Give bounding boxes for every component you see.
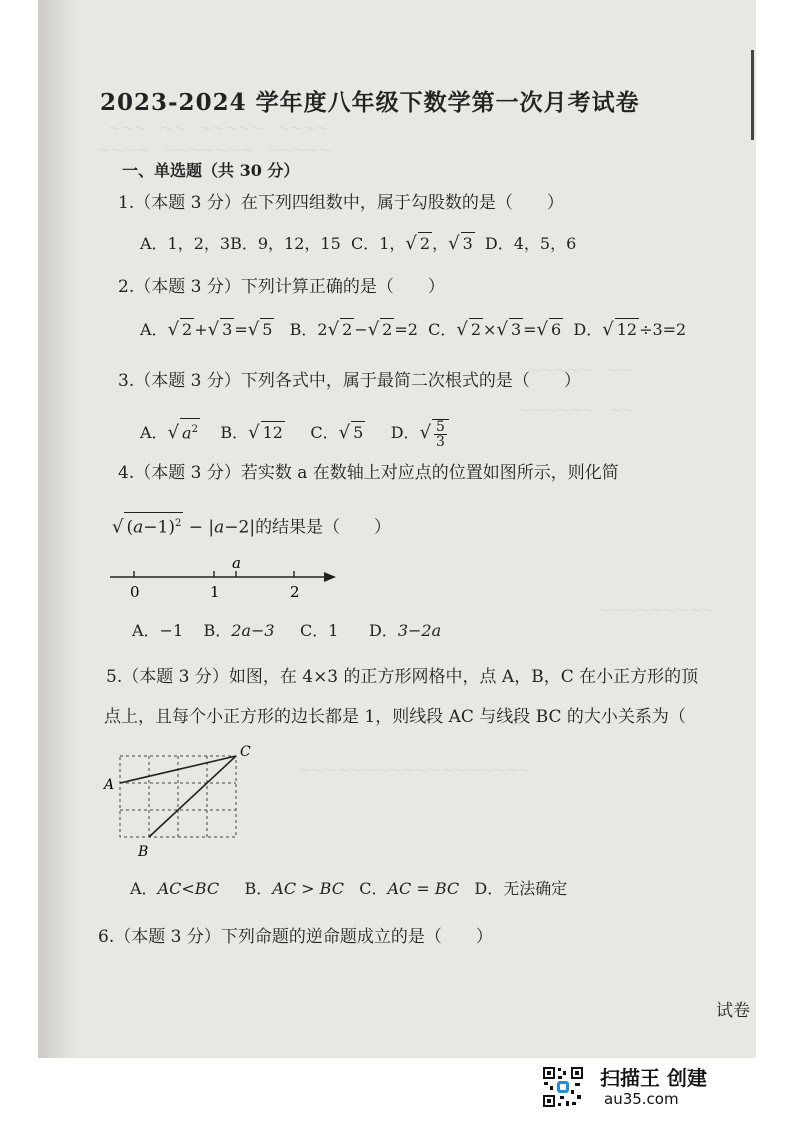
page-corner-label: 试卷 (716, 1001, 750, 1021)
tick-label-0: 0 (130, 583, 140, 601)
point-a-label: a (232, 555, 241, 572)
q1-option-a: A．1，2，3 (140, 234, 231, 253)
q3-options (140, 418, 449, 449)
q4-option-b: B．2a−3 (203, 621, 275, 640)
q1-option-b: B．9，12，15 (230, 234, 341, 253)
grid-lines (120, 756, 236, 837)
q4-number-line (104, 555, 344, 605)
tick-label-1: 1 (210, 583, 220, 601)
footer-brand: 扫描王 创建 (600, 1066, 707, 1090)
page-title: 2023-2024 学年度八年级下数学第一次月考试卷 (100, 89, 640, 116)
q2-option-d: D．√ 12 ÷3=2 (573, 319, 687, 340)
q2-option-b: B．2√ 2 −√ 2 =2 (289, 319, 418, 340)
point-a-label: A (104, 777, 115, 793)
q1-options (140, 232, 576, 255)
q5-stem-line2: 点上，且每个小正方形的边长都是 1，则线段 AC 与线段 BC 的大小关系为（ (104, 707, 686, 727)
q6-stem: 6.（本题 3 分）下列命题的逆命题成立的是（ ） (98, 927, 493, 947)
segment-ac (120, 756, 236, 783)
q3-option-c: C．√ 5 (310, 422, 364, 444)
section-header: 一、单选题（共 30 分） (122, 161, 300, 180)
tick-label-2: 2 (290, 583, 300, 601)
q4-stem: 4.（本题 3 分）若实数 a 在数轴上对应点的位置如图所示，则化简 (118, 463, 619, 483)
q1-stem: 1.（本题 3 分）在下列四组数中，属于勾股数的是（ ） (118, 193, 564, 213)
qr-code-icon (542, 1066, 584, 1108)
point-b-label: B (138, 844, 149, 860)
q5-option-a: A．AC<BC (130, 879, 220, 898)
q1-option-c: C．1，√ 2 ，√ 3 (350, 233, 473, 254)
q4-option-a: A．−1 (132, 621, 184, 640)
q5-option-d: D．无法确定 (474, 879, 568, 898)
q5-grid-figure (100, 742, 260, 862)
footer-site-link[interactable]: au35.com (604, 1090, 679, 1108)
q3-stem: 3.（本题 3 分）下列各式中，属于最简二次根式的是（ ） (118, 371, 581, 391)
q4-stem-line2: √ $(a-1)^2 - |a-2|$的结果是（ ） (112, 512, 391, 539)
q5-options (130, 878, 567, 900)
q2-stem: 2.（本题 3 分）下列计算正确的是（ ） (118, 277, 445, 297)
q4-options (132, 620, 441, 642)
q3-option-b: B．√ 12 (220, 422, 283, 444)
q5-option-c: C．AC = BC (359, 879, 460, 898)
q4-option-d: D．3−2a (368, 621, 442, 640)
exam-paper: ～～～ ～～ ～～～～～ ～～～～ ～～～～ ～～～～～～～ ～～～～～ ～～～～～ ～～ ～～～～～～ ～～ ～～～～～～～～～ ～～～～～～～～～～～～～～～～～～ 2023-2024 学年度八年级下数学第一次月考试卷 一、单选题（共 30 分） 1.（本题 3 分）在下列四组数中，属于勾股数的是（ ） A．1，2，3B．9，12，15 C．1，√ 2 ，√ 3 D．4，5，6 2.（本题 3 分）下列计算正确的是（ ） A．√ 2 +√ 3 =√ 5 B．2√ 2 −√ 2 =2 C．√ 2 ×√ 3 =√ 6 D．√ 12 ÷3=2 3.（本题 3 分）下列各式中，属于最简二次根式的是（ ） A．√ $a^2$ B．√ 12 C．√ 5 D．√ 5 3 4.（本题 3 分）若实数 a 在数轴上对应点的位置如图所示，则化简 √ $(a-1)^2 - |a-2|$的结果是（ ） 0 1 2 a A．−1 B．2a−3 C．1 D．3−2a 5.（本题 3 分）如图，在 4×3 的正方形网格中，点 A，B，C 在小正方形的顶 点上，且每个小正方形的边长都是 1，则线段 AC 与线段 BC 的大小关系为（ A B C A．AC<BC B．AC > BC C．AC = BC D．无法确定 6.（本题 3 分）下列命题的逆命题成立的是（ ） 试卷 (38, 0, 756, 1058)
q4-option-c: C．1 (300, 621, 339, 640)
q2-option-c: C．√ 2 ×√ 3 =√ 6 (428, 319, 562, 340)
q5-option-b: B．AC > BC (244, 879, 344, 898)
number-line-arrow (324, 572, 336, 582)
point-c-label: C (240, 744, 251, 760)
q3-option-a: A．√ $a^2$ (140, 423, 200, 442)
q2-option-a: A．√ 2 +√ 3 =√ 5 (140, 319, 273, 340)
q2-options (140, 318, 686, 341)
q3-option-d: D．√ 5 3 (391, 423, 449, 442)
q5-stem-line1: 5.（本题 3 分）如图，在 4×3 的正方形网格中，点 A，B，C 在小正方形的顶 (106, 667, 699, 687)
segment-bc (149, 756, 236, 837)
q1-option-d: D．4，5，6 (484, 234, 577, 253)
